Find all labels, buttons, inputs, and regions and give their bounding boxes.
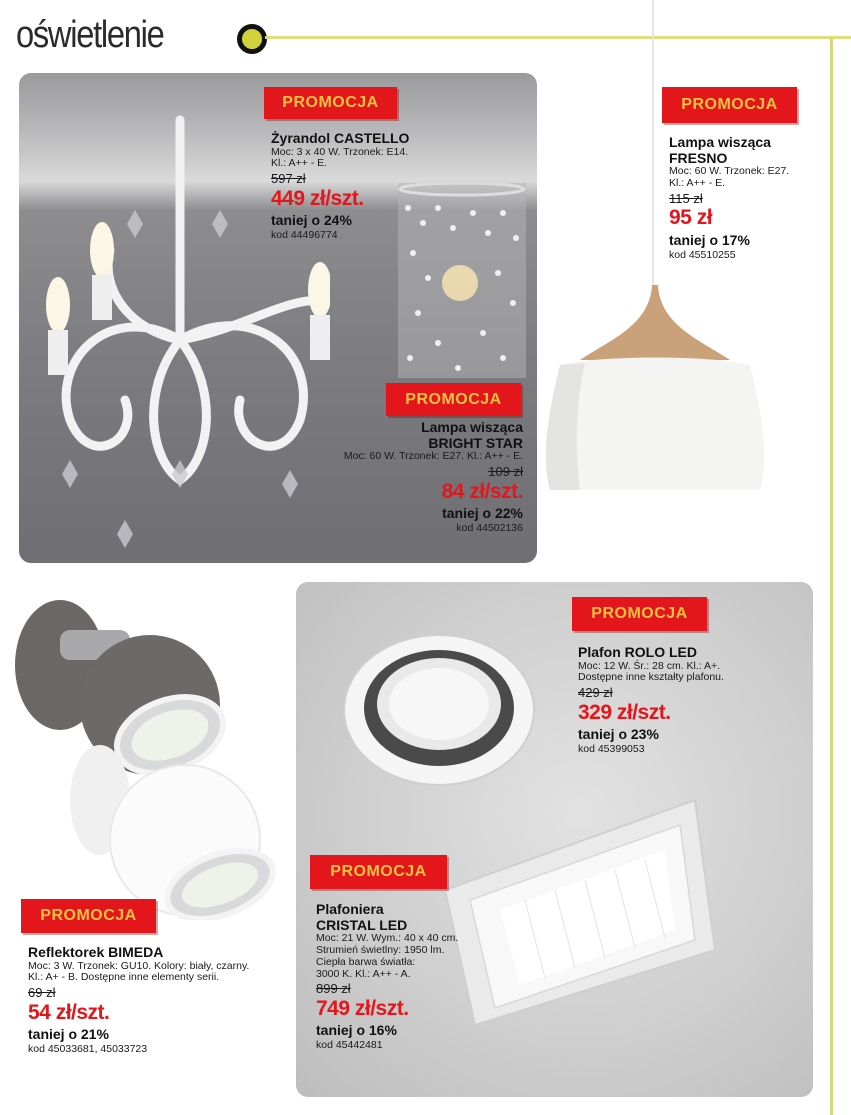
product-name: Lampa wisząca (421, 419, 523, 435)
product-name: Plafon ROLO LED (578, 644, 697, 660)
product-spec: Kl.: A++ - E. (271, 157, 328, 170)
product-spec: Moc: 60 W. Trzonek: E27. Kl.: A++ - E. (343, 450, 523, 463)
promo-price: 84 zł/szt. (441, 479, 523, 503)
promo-badge: PROMOCJA (386, 383, 521, 416)
discount-label: taniej o 21% (28, 1026, 109, 1043)
product-spec: Kl.: A++ - E. (669, 177, 726, 190)
discount-label: taniej o 16% (316, 1022, 397, 1039)
product-name: Plafoniera (316, 901, 384, 917)
promo-price: 329 zł/szt. (578, 700, 671, 724)
old-price: 115 zł (669, 190, 703, 206)
offer-fresno (669, 135, 789, 261)
promo-badge: PROMOCJA (264, 87, 397, 119)
crystal-pendant-image (398, 183, 526, 378)
offer-bright-star (263, 420, 523, 535)
old-price: 899 zł (316, 981, 351, 997)
product-spec: Moc: 60 W. Trzonek: E27. (669, 165, 790, 178)
promo-badge: PROMOCJA (310, 855, 447, 889)
old-price: 597 zł (271, 171, 306, 187)
product-name: BRIGHT STAR (428, 434, 523, 451)
product-name: Reflektorek BIMEDA (28, 944, 164, 960)
title-bullet-icon (237, 24, 267, 54)
offer-bimeda (28, 945, 249, 1056)
promo-badge: PROMOCJA (662, 87, 797, 123)
product-name: Żyrandol CASTELLO (271, 130, 410, 146)
header-rule (265, 36, 851, 39)
promo-price: 95 zł (669, 206, 713, 230)
product-spec: Strumień świetlny: 1950 lm. (316, 944, 445, 957)
offer-rolo-led (578, 645, 724, 756)
product-spec: Dostępne inne kształty plafonu. (578, 671, 724, 684)
product-code: kod 45442481 (316, 1039, 383, 1052)
promo-price: 749 zł/szt. (316, 996, 409, 1020)
rolo-ceiling-light-image (342, 630, 537, 790)
fresno-pendant-image (540, 285, 770, 490)
product-spec: Ciepła barwa światła: (316, 955, 416, 968)
promo-badge: PROMOCJA (572, 597, 707, 631)
discount-label: taniej o 24% (271, 212, 352, 229)
old-price: 429 zł (578, 685, 613, 701)
product-code: kod 44496774 (271, 228, 338, 241)
discount-label: taniej o 23% (578, 726, 659, 743)
section-title: oświetlenie (16, 14, 164, 56)
product-code: kod 45510255 (669, 248, 736, 261)
offer-cristal-led (316, 902, 458, 1052)
discount-label: taniej o 17% (669, 231, 750, 248)
cristal-ceiling-light-image (425, 780, 715, 1025)
bimeda-spotlight-image (5, 595, 290, 920)
offer-castello (271, 131, 409, 242)
product-name: Lampa wisząca (669, 134, 771, 150)
promo-price: 54 zł/szt. (28, 1000, 110, 1024)
discount-label: taniej o 22% (442, 505, 523, 522)
right-margin-rule (830, 37, 833, 1115)
pendant-cord (652, 0, 654, 290)
old-price: 69 zł (28, 985, 56, 1001)
product-spec: Moc: 12 W. Śr.: 28 cm. Kl.: A+. (578, 659, 721, 672)
product-spec: Moc: 3 x 40 W. Trzonek: E14. (271, 145, 409, 158)
product-spec: 3000 K. Kl.: A++ - A. (316, 967, 411, 980)
product-code: kod 45399053 (578, 742, 645, 755)
product-spec: Moc: 3 W. Trzonek: GU10. Kolory: biały, czarny. (28, 959, 250, 972)
product-name: FRESNO (669, 149, 728, 166)
product-name: CRISTAL LED (316, 916, 408, 933)
product-spec: Kl.: A+ - B. Dostępne inne elementy serii. (28, 971, 220, 984)
promo-price: 449 zł/szt. (271, 186, 364, 210)
old-price: 109 zł (488, 464, 523, 480)
product-spec: Moc: 21 W. Wym.: 40 x 40 cm. (316, 932, 459, 945)
product-code: kod 44502136 (456, 521, 523, 534)
product-code: kod 45033681, 45033723 (28, 1042, 148, 1055)
promo-badge: PROMOCJA (21, 899, 156, 933)
